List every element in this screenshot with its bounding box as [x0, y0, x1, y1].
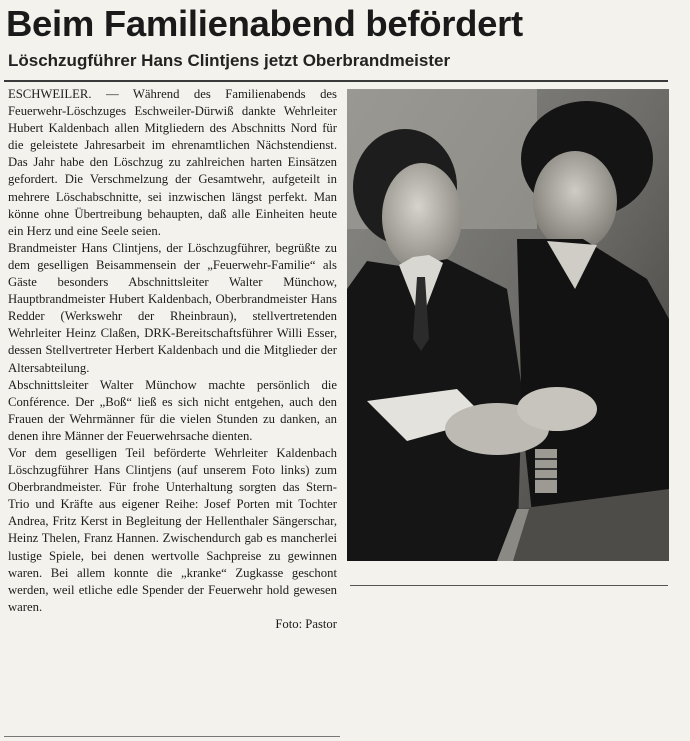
- article-paragraph: Vor dem geselligen Teil beförderte Wehrleiter Kaldenbach Löschzugführer Hans Clintjens (auf unserem Foto links) zum Oberbrandmeister. Für frohe Unterhaltung sorgten das Stern-Trio und Kräfte aus eigener Reihe: Josef Porten mit Tochter Andrea, Fritz Kerst in Begleitung der Hellenthaler Sängerschar, Heinz Thelen, Franz Hannen. Zwischendurch gab es mancherlei lustige Spiele, bei denen wertvolle Sachpreise zu gewinnen waren. Bei allem konnte die „kranke“ Zugkasse geschont werden, weil etliche edle Spender der Feuerwehr hold gewesen waren.: [8, 445, 337, 614]
- column-rule: [4, 736, 340, 737]
- photo-rule: [350, 585, 668, 586]
- article-paragraph: Abschnittsleiter Walter Münchow machte persönlich die Conférence. Der „Boß“ ließ es sich nicht entgehen, auch den Frauen der Wehrmänner für die vielen Stunden zu danken, an denen ihre Männer der Feuerwehrsache dienten.: [8, 377, 337, 443]
- news-photo-illustration: [347, 89, 669, 561]
- photo-credit: Foto: Pastor: [275, 616, 337, 631]
- subheadline: Löschzugführer Hans Clintjens jetzt Oberbrandmeister: [8, 51, 451, 70]
- article-paragraph: Brandmeister Hans Clintjens, der Löschzugführer, begrüßte zu dem geselligen Beisammensein der „Feuerwehr-Familie“ als Gäste besonders Abschnittsleiter Walter Münchow, Hauptbrandmeister Hubert Kaldenbach, Oberbrandmeister Hans Redder (Werkswehr der Rheinbraun), stellvertretenden Wehrleiter Heinz Claßen, DRK-Bereitschaftsführer Willi Esser, dessen Stellvertreter Herbert Kaldenbach und die Mitglieder der Altersabteilung.: [8, 240, 337, 375]
- article-paragraph: ESCHWEILER. — Während des Familienabends des Feuerwehr-Löschzuges Eschweiler-Dürwiß dankte Wehrleiter Hubert Kaldenbach allen Mitgliedern des Abschnitts Nord für die geleistete Jahresarbeit im ehrenamtlichen Nächstendienst. Das Jahr habe den Löschzug zu zahlreichen harten Einsätzen gefordert. Die Verschmelzung der Gesamtwehr, aufgeteilt in mehrere Löschabschnitte, sei inzwischen längst perfekt. Man könne ohne Übertreibung behaupten, daß alle Einheiten heute ein Herz und eine Seele seien.: [8, 87, 337, 238]
- article-body: [8, 86, 337, 633]
- news-photo: [347, 89, 669, 561]
- headline-rule: [4, 80, 668, 82]
- headline: Beim Familienabend befördert: [6, 3, 523, 44]
